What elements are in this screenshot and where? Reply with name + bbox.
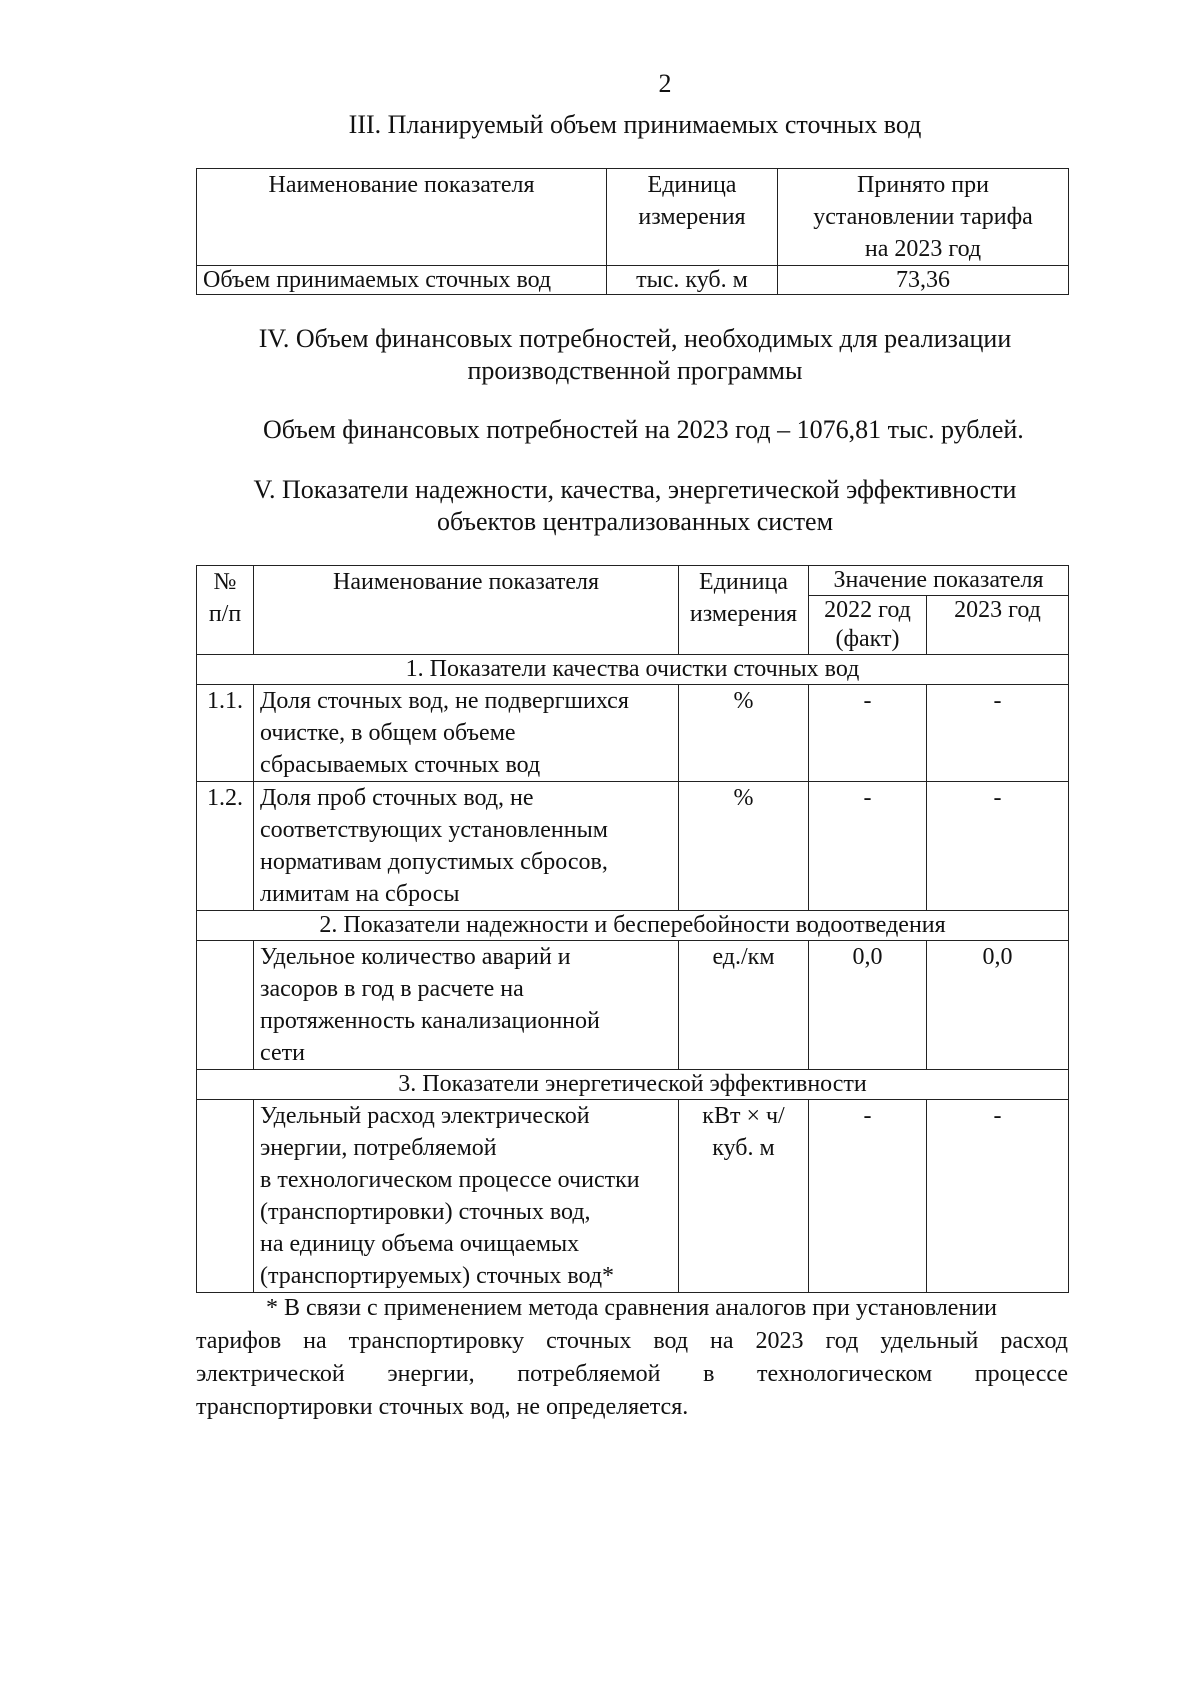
group3-title: 3. Показатели энергетической эффективности — [197, 1070, 1069, 1100]
row-value-2023: 0,0 — [927, 941, 1069, 1070]
row-value-2023: - — [927, 782, 1069, 911]
row-number — [197, 1100, 254, 1293]
row-unit: % — [679, 782, 809, 911]
header-2022: 2022 год (факт) — [809, 596, 927, 655]
indicators-table — [196, 565, 1069, 1293]
row-unit: ед./км — [679, 941, 809, 1070]
header-unit: Единица измерения — [679, 566, 809, 655]
row-value-2022: - — [809, 1100, 927, 1293]
row-name: Доля сточных вод, не подвергшихся очистке, в общем объеме сбрасываемых сточных вод — [254, 685, 679, 782]
row-number: 1.2. — [197, 782, 254, 911]
table-row — [197, 782, 1069, 911]
section4-heading: IV. Объем финансовых потребностей, необходимых для реализации производственной программы — [258, 324, 1012, 385]
row-unit: тыс. куб. м — [607, 266, 778, 295]
table-row — [197, 941, 1069, 1070]
header-number: № п/п — [197, 566, 254, 655]
table-header-row — [197, 566, 1069, 596]
row-value-2023: - — [927, 1100, 1069, 1293]
row-name: Объем принимаемых сточных вод — [197, 266, 607, 295]
section5-heading: V. Показатели надежности, качества, энергетической эффективности объектов централизованных систем — [253, 475, 1017, 536]
row-number: 1.1. — [197, 685, 254, 782]
header-indicator-name: Наименование показателя — [197, 169, 607, 266]
table-row — [197, 685, 1069, 782]
row-value-2023: - — [927, 685, 1069, 782]
header-value: Значение показателя — [809, 566, 1069, 596]
row-value-2022: - — [809, 782, 927, 911]
row-name: Удельное количество аварий и засоров в год в расчете на протяженность канализационной сети — [254, 941, 679, 1070]
header-unit: Единица измерения — [607, 169, 778, 266]
table-header-row — [197, 169, 1069, 266]
group-row — [197, 655, 1069, 685]
row-value-2022: 0,0 — [809, 941, 927, 1070]
table-row — [197, 1100, 1069, 1293]
group2-title: 2. Показатели надежности и бесперебойности водоотведения — [197, 911, 1069, 941]
header-accepted: Принято при установлении тарифа на 2023 год — [778, 169, 1069, 266]
page-number: 2 — [658, 69, 672, 98]
header-2023: 2023 год — [927, 596, 1069, 655]
group1-title: 1. Показатели качества очистки сточных вод — [197, 655, 1069, 685]
accepted-volume-table — [196, 168, 1069, 295]
header-indicator-name: Наименование показателя — [254, 566, 679, 655]
row-value-2022: - — [809, 685, 927, 782]
group-row — [197, 1070, 1069, 1100]
section3-heading: III. Планируемый объем принимаемых сточных вод — [348, 110, 922, 139]
footnote: * В связи с применением метода сравнения аналогов при установлении тарифов на транспортировку сточных вод на 2023 год удельный расход электрической энергии, потребляемой в технологическом процессе транспортировки сточных вод, не определяется. — [196, 1295, 1068, 1420]
row-unit: кВт × ч/ куб. м — [679, 1100, 809, 1293]
financial-needs-text: Объем финансовых потребностей на 2023 год – 1076,81 тыс. рублей. — [263, 415, 1024, 444]
row-name: Удельный расход электрической энергии, потребляемой в технологическом процессе очистки (транспортировки) сточных вод, на единицу объема очищаемых (транспортируемых) сточных вод* — [254, 1100, 679, 1293]
row-name: Доля проб сточных вод, не соответствующих установленным нормативам допустимых сбросов, лимитам на сбросы — [254, 782, 679, 911]
group-row — [197, 911, 1069, 941]
row-unit: % — [679, 685, 809, 782]
row-number — [197, 941, 254, 1070]
row-value: 73,36 — [778, 266, 1069, 295]
table-row — [197, 266, 1069, 295]
